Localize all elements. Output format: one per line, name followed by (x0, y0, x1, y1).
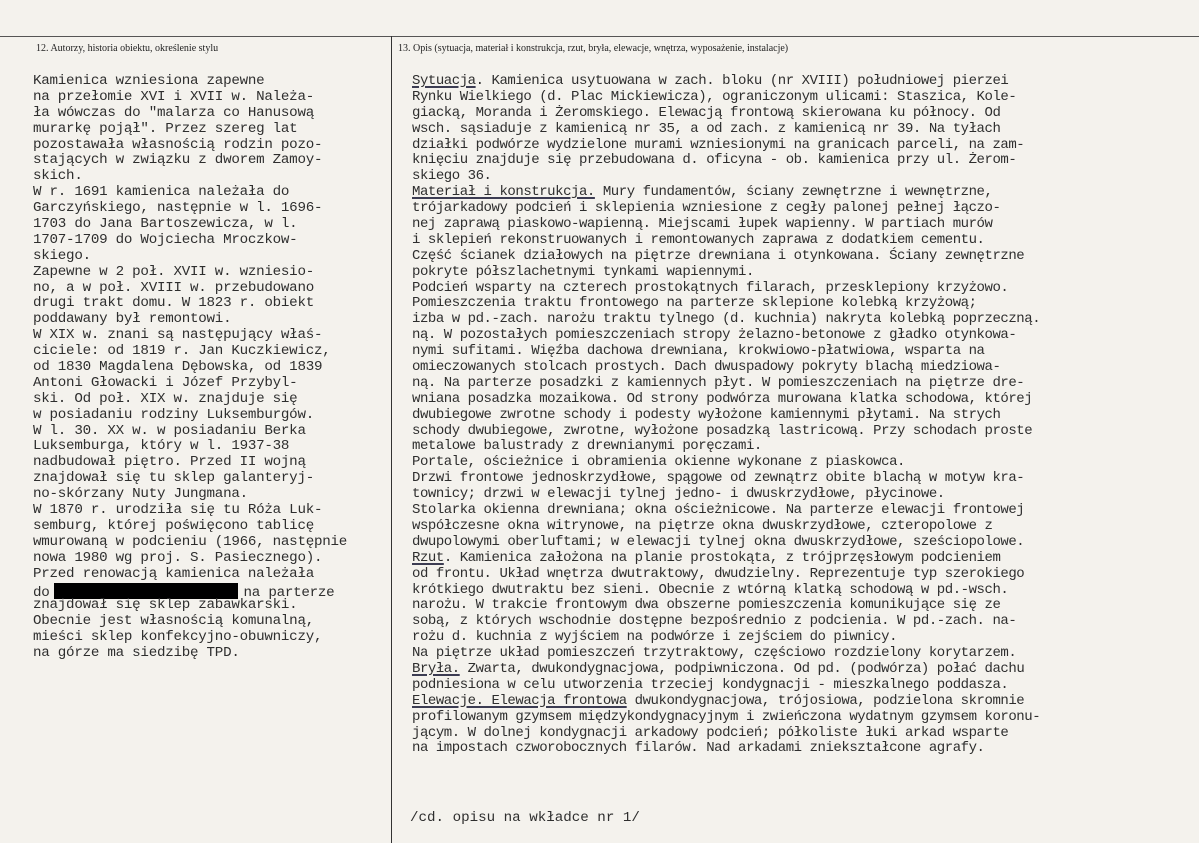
history-line: skich. (33, 168, 83, 185)
description-line (412, 471, 1040, 487)
description-text-run: pokryte półszlachetnymi tynkami wapiennymi. (412, 263, 754, 280)
column-divider (391, 36, 392, 843)
description-text-run: Mury fundamentów, ściany zewnętrzne i wewnętrzne, (594, 184, 993, 201)
description-text-run: ną. Na parterze posadzki z kamiennych płyt. W pomieszczeniach na piętrze dre- (412, 374, 1025, 391)
history-line: murarkę pojął". Przez szereg lat (33, 120, 298, 137)
description-line (412, 408, 1040, 424)
description-line (412, 583, 1040, 599)
section-heading: Bryła. (412, 660, 460, 677)
history-line: W r. 1691 kamienica należała do (33, 184, 290, 201)
description-text-run: Pomieszczenia traktu frontowego na parterze sklepione kolebką krzyżową; (412, 295, 977, 312)
history-line: ła wówczas do "malarza co Hanusową (33, 104, 314, 121)
history-line: na górze ma siedzibę TPD. (33, 645, 240, 662)
history-line: Garczyńskiego, następnie w l. 1696- (33, 200, 323, 217)
history-line: znajdował się tu sklep galanteryj- (33, 470, 314, 487)
history-line: Antoni Głowacki i Józef Przybyl- (33, 374, 298, 391)
description-text-run: wniana posadzka mozaikowa. Od strony podwórza murowana klatka schodowa, której (412, 390, 1033, 407)
redacted-line-suffix: na parterze (243, 584, 335, 601)
history-line: Obecnie jest własnością komunalną, (33, 613, 314, 630)
description-line (412, 74, 1040, 90)
description-line (412, 360, 1040, 376)
description-text-run: Podcień wsparty na czterech prostokątnych filarach, przesklepiony krzyżowo. (412, 279, 1009, 296)
description-text-run: na impostach czworobocznych filarów. Nad arkadami zniekształcone agrafy. (412, 740, 985, 757)
history-line: semburg, której poświęcono tablicę (33, 517, 314, 534)
description-text-run: Stolarka okienna drewniana; okna ościeżnicowe. Na parterze elewacji frontowej (412, 502, 1025, 519)
history-text (33, 74, 347, 662)
description-line (412, 519, 1040, 535)
description-line (412, 376, 1040, 392)
history-line: W XIX w. znani są następujący właś- (33, 327, 323, 344)
description-text-run: Rynku Wielkiego (d. Plac Mickiewicza), ograniczonym ulicami: Staszica, Kole- (412, 88, 1017, 105)
description-text-run: trójarkadowy podcień i sklepienia wzniesione z cegły palonej pełnej łączo- (412, 200, 1001, 217)
redacted-line-prefix: do (33, 584, 50, 601)
history-line: ciciele: od 1819 r. Jan Kuczkiewicz, (33, 343, 331, 360)
description-line (412, 328, 1040, 344)
description-line (412, 662, 1040, 678)
right-column-header: 13. Opis (sytuacja, materiał i konstrukcja, rzut, bryła, elewacje, wnętrza, wyposażenie, instalacje) (398, 43, 789, 54)
history-line: Luksemburga, który w l. 1937-38 (33, 438, 290, 455)
history-line: pozostawała własnością rodzin pozo- (33, 136, 323, 153)
description-line (412, 153, 1040, 169)
description-text-run: sobą, z których wschodnie dostępne bezpośrednio z podcienia. W pd.-zach. na- (412, 613, 1017, 630)
redaction-bar (54, 583, 238, 599)
description-line (412, 201, 1040, 217)
history-line-redacted (33, 583, 347, 599)
description-line (412, 185, 1040, 201)
description-line (412, 678, 1040, 694)
description-line (412, 455, 1040, 471)
description-text-run: narożu. W trakcie frontowym dwa obszerne pomieszczenia komunikujące się ze (412, 597, 1001, 614)
description-line (412, 710, 1040, 726)
history-line: no, a w poł. XVIII w. przebudowano (33, 279, 314, 296)
description-line (412, 535, 1040, 551)
description-text-run: omieczowanych stolcach prostych. Dach dwuspadowy pokryty blachą miedziowa- (412, 359, 1001, 376)
description-line (412, 296, 1040, 312)
history-line: no-skórzany Nuty Jungmana. (33, 486, 248, 503)
history-line: na przełomie XVI i XVII w. Należa- (33, 88, 314, 105)
description-text-run: jącym. W dolnej kondygnacji arkadowy podcień; półkoliste łuki arkad wsparte (412, 724, 1009, 741)
description-text-run: Zwarta, dwukondygnacjowa, podpiwniczona. Od pd. (podwórza) połać dachu (459, 660, 1025, 677)
description-line (412, 614, 1040, 630)
history-line: od 1830 Magdalena Dębowska, od 1839 (33, 359, 323, 376)
history-line: nowa 1980 wg proj. S. Pasiecznego). (33, 549, 323, 566)
history-line: Przed renowacją kamienica należała (33, 565, 314, 582)
description-text-run: dwubiegowe zwrotne schody i podesty wyłożone kamiennymi płytami. Na strych (412, 406, 1001, 423)
history-line: 1703 do Jana Bartoszewicza, w l. (33, 216, 298, 233)
description-line (412, 169, 1040, 185)
history-line: nadbudował piętro. Przed II wojną (33, 454, 306, 471)
description-text-run: izba w pd.-zach. narożu traktu tylnego (d. kuchnia) nakryta kolebką poprzeczną. (412, 311, 1041, 328)
description-line (412, 392, 1040, 408)
history-line: znajdował się sklep zabawkarski. (33, 597, 298, 614)
description-line (412, 694, 1040, 710)
history-line: skiego. (33, 247, 91, 264)
description-text-run: wsch. sąsiaduje z kamienicą nr 35, a od zach. z kamienicą nr 39. Na tyłach (412, 120, 1001, 137)
description-line (412, 646, 1040, 662)
description-text-run: Drzwi frontowe jednoskrzydłowe, spągowe od zewnątrz obite blachą w motyw kra- (412, 470, 1025, 487)
description-line (412, 312, 1040, 328)
description-line (412, 598, 1040, 614)
description-text-run: giacką, Moranda i Żeromskiego. Elewacją frontową skierowana ku północy. Od (412, 104, 1001, 121)
description-line (412, 249, 1040, 265)
description-line (412, 439, 1040, 455)
description-text-run: ną. W pozostałych pomieszczeniach stropy żelazno-betonowe z gładko otynkowa- (412, 327, 1017, 344)
description-line (412, 630, 1040, 646)
history-line: W 1870 r. urodziła się tu Róża Luk- (33, 502, 323, 519)
history-line: w posiadaniu rodziny Luksemburgów. (33, 406, 314, 423)
description-line (412, 344, 1040, 360)
description-line (412, 424, 1040, 440)
history-line: Zapewne w 2 poł. XVII w. wzniesio- (33, 263, 314, 280)
description-text-run: nej zaprawą piaskowo-wapienną. Miejscami łupek wapienny. W partiach murów (412, 216, 993, 233)
description-text-run: krótkiego dwutraktu bez sieni. Obecnie z wtórną klatką schodową w pd.-wsch. (412, 581, 1009, 598)
description-line (412, 281, 1040, 297)
description-text-run: skiego 36. (412, 168, 492, 185)
history-line: stających w związku z dworem Zamoy- (33, 152, 323, 169)
description-text-run: townicy; drzwi w elewacji tylnej jedno- i dwuskrzydłowe, płycinowe. (412, 486, 945, 503)
history-line: 1707-1709 do Wojciecha Mroczkow- (33, 231, 298, 248)
section-heading: Materiał i konstrukcja. (412, 184, 595, 201)
continuation-note: /cd. opisu na wkładce nr 1/ (410, 810, 640, 826)
description-line (412, 726, 1040, 742)
history-line: mieści sklep konfekcyjno-obuwniczy, (33, 629, 323, 646)
history-line: poddawany był remontowi. (33, 311, 232, 328)
header-rule (0, 36, 1199, 37)
left-column-header: 12. Autorzy, historia obiektu, określenie stylu (36, 43, 219, 54)
description-text-run: dwukondygnacjowa, trójosiowa, podzielona skromnie (626, 692, 1025, 709)
description-line (412, 487, 1040, 503)
description-line (412, 551, 1040, 567)
description-text-run: od frontu. Układ wnętrza dwutraktowy, dwudzielny. Reprezentuje typ szerokiego (412, 565, 1025, 582)
description-text-run: Część ścianek działowych na piętrze drewniana i otynkowana. Ściany zewnętrzne (412, 247, 1025, 264)
description-text-run: schody dwubiegowe, zwrotne, wyłożone posadzką lastricową. Przy schodach proste (412, 422, 1033, 439)
history-line: drugi trakt domu. W 1823 r. obiekt (33, 295, 314, 312)
description-text-run: działki podwórze wydzielone murami wzniesionymi na granicach parceli, na zam- (412, 136, 1025, 153)
description-line (412, 90, 1040, 106)
description-text (412, 74, 1040, 757)
description-line (412, 567, 1040, 583)
description-line (412, 741, 1040, 757)
description-text-run: metalowe balustrady z drewnianymi poręczami. (412, 438, 762, 455)
description-text-run: Portale, ościeżnice i obramienia okienne wykonane z piaskowca. (412, 454, 905, 471)
section-heading: Rzut (412, 549, 444, 566)
description-text-run: Na piętrze układ pomieszczeń trzytraktowy, częściowo rozdzielony korytarzem. (412, 645, 1017, 662)
description-text-run: rożu d. kuchnia z wyjściem na podwórze i zejściem do piwnicy. (412, 629, 898, 646)
description-text-run: nymi sufitami. Więźba dachowa drewniana, krokwiowo-płatwiowa, wsparta na (412, 343, 985, 360)
section-heading: Elewacje. Elewacja frontowa (412, 692, 627, 709)
description-text-run: profilowanym gzymsem międzykondygnacyjnym i zwieńczona wydatnym gzymsem koronu- (412, 708, 1041, 725)
description-text-run: podniesiona w celu utworzenia trzeciej kondygnacji - mieszkalnego poddasza. (412, 676, 1009, 693)
description-text-run: . Kamienica usytuowana w zach. bloku (nr XVIII) południowej pierzei (475, 73, 1009, 89)
history-line: Kamienica wzniesiona zapewne (33, 73, 265, 89)
description-text-run: knięciu znajduje się przebudowana d. oficyna - ob. kamienica przy ul. Żerom- (412, 152, 1017, 169)
description-line (412, 233, 1040, 249)
history-line: wmurowaną w podcieniu (1966, następnie (33, 533, 348, 550)
description-line (412, 217, 1040, 233)
description-text-run: i sklepień rekonstruowanych i remontowanych zaprawa z dodatkiem cementu. (412, 231, 985, 248)
description-line (412, 122, 1040, 138)
history-line: W l. 30. XX w. w posiadaniu Berka (33, 422, 306, 439)
history-line: ski. Od poł. XIX w. znajduje się (33, 390, 298, 407)
description-line (412, 106, 1040, 122)
description-text-run: . Kamienica założona na planie prostokąta, z trójprzęsłowym podcieniem (443, 549, 1001, 566)
description-text-run: dwupolowymi oberluftami; w elewacji tylnej okna dwuskrzydłowe, sześciopolowe. (412, 533, 1025, 550)
description-text-run: współczesne okna witrynowe, na piętrze okna dwuskrzydłowe, czteropolowe z (412, 517, 993, 534)
section-heading: Sytuacja (412, 73, 476, 89)
description-line (412, 265, 1040, 281)
description-line (412, 503, 1040, 519)
